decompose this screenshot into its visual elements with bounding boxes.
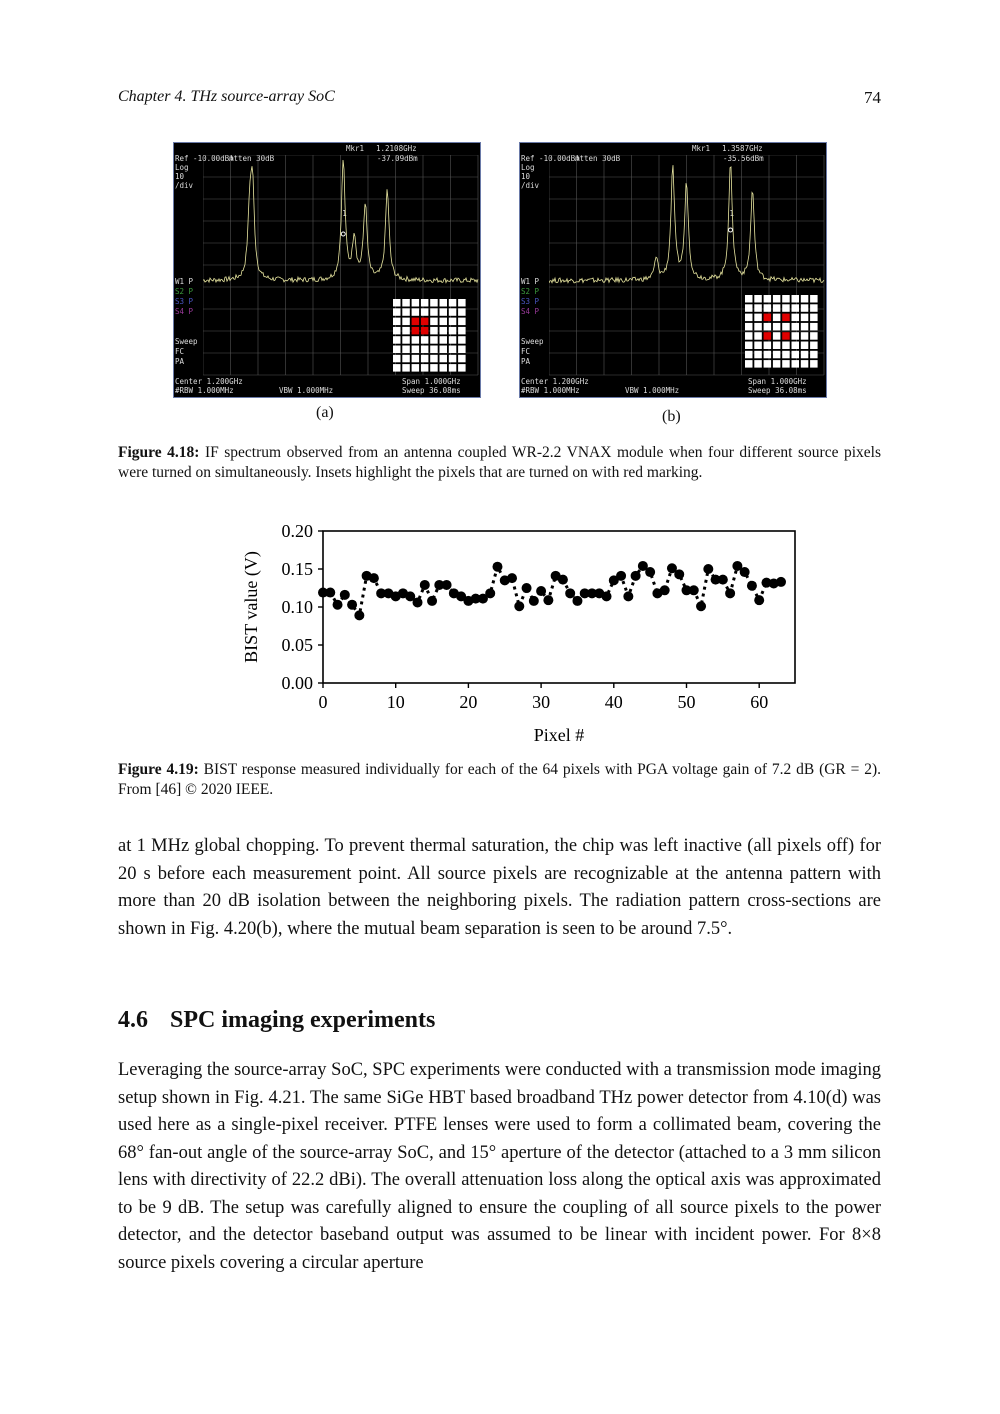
data-point [347,600,357,610]
inset-pixel-on [782,314,790,322]
paragraph-text: at 1 MHz global chopping. To prevent thermal saturation, the chip was left inactive (all pixels off) for 20 s before each measurement point. All source pixels are recognizable at the antenna pattern with more than 20 dB isolation between the neighboring pixels. The radiation pattern cross-sections are shown in Fig. 4.20(b), where the mutual beam separation is seen to be around 7.5°. [118,836,881,939]
undefined: 10 [175,172,185,181]
data-point [420,580,430,590]
inset-pixel [440,327,448,335]
sweep-time: Sweep 36.08ms [402,386,461,395]
inset-pixel [801,351,809,359]
inset-pixel [754,351,762,359]
inset-pixel [801,304,809,312]
inset-pixel [430,318,438,326]
inset-pixel [402,308,410,316]
inset-pixel [792,314,800,322]
reference-level: Ref -10.00dBm [521,154,580,163]
inset-pixel-on [421,327,429,335]
data-point [369,573,379,583]
inset-pixel [449,318,457,326]
undefined: FC [521,347,531,356]
inset-pixel [764,304,772,312]
inset-pixel [458,355,466,363]
attenuation: Atten 30dB [575,154,621,163]
inset-pixel-on [412,318,420,326]
data-point [354,610,364,620]
inset-pixel [412,346,420,354]
data-point [747,581,757,591]
marker-level: -35.56dBm [723,154,764,163]
paragraph-text: Leveraging the source-array SoC, SPC experiments were conducted with a transmission mode imaging setup shown in Fig. 4.21. The same SiGe HBT based broadband THz power detector from 4.10(d) was used here as a single-pixel receiver. PTFE lenses were used to form a collimated beam, covering the 68° fan-out angle of the source-array SoC, and 15° aperture of the detector (attached to a 3 mm silicon lens with directivity of 22.2 dBi). The overall attenuation loss along the optical axis was approximated to be 9 dB. The setup was carefully aligned to ensure the coupling of all source pixels to the power detector, and the detector baseband output was assumed to be linear with incident power. For 8×8 source pixels covering a circular aperture [118,1060,881,1273]
inset-pixel [449,336,457,344]
section-number: 4.6 [118,1007,148,1033]
inset-pixel [792,304,800,312]
inset-pixel [421,355,429,363]
inset-pixel [458,308,466,316]
inset-pixel [792,351,800,359]
marker-number: 1 [729,209,735,218]
pixel-array-inset [393,299,469,375]
inset-pixel [810,304,818,312]
inset-pixel [764,342,772,350]
chapter-title: Chapter 4. THz source-array SoC [118,88,335,105]
data-point [325,588,335,598]
inset-pixel [745,304,753,312]
inset-pixel [745,342,753,350]
undefined: FC [175,347,185,356]
inset-pixel [421,308,429,316]
section-title: SPC imaging experiments [170,1007,436,1033]
span: Span 1.000GHz [402,377,461,386]
trace-s3: S3 P [175,297,194,306]
marker-frequency: 1.3587GHz [722,144,763,153]
inset-pixel [449,346,457,354]
inset-pixel [754,323,762,331]
figure-4-18-caption [118,443,881,483]
inset-pixel [801,295,809,303]
inset-pixel [402,318,410,326]
inset-pixel [764,351,772,359]
inset-pixel [458,364,466,372]
inset-pixel [792,332,800,340]
undefined: /div [521,181,540,190]
data-point [485,588,495,598]
inset-pixel [773,351,781,359]
inset-pixel [773,342,781,350]
caption-text: BIST response measured individually for each of the 64 pixels with PGA voltage gain of 7.2 dB (GR = 2). From [46] © 2020 IEEE. [118,761,881,798]
trace-s4: S4 P [521,307,540,316]
data-point [536,586,546,596]
inset-pixel [449,299,457,307]
marker-frequency: 1.2108GHz [376,144,417,153]
undefined: Sweep [175,337,198,346]
marker-icon [341,232,345,236]
data-point [492,562,502,572]
data-point [572,596,582,606]
inset-pixel [754,295,762,303]
inset-pixel [745,314,753,322]
inset-pixel [764,295,772,303]
inset-pixel [773,295,781,303]
caption-text: IF spectrum observed from an antenna coupled WR-2.2 VNAX module when four different source pixels were turned on simultaneously. Insets highlight the pixels that are turned on with red marking. [118,444,881,481]
inset-pixel [801,323,809,331]
inset-pixel [801,342,809,350]
undefined: PA [175,357,185,366]
vbw: VBW 1.000MHz [625,386,680,395]
trace-s4: S4 P [175,307,194,316]
inset-pixel [773,323,781,331]
page-number: 74 [864,88,881,107]
inset-pixel [430,308,438,316]
rbw: #RBW 1.000MHz [175,386,234,395]
paragraph [118,1057,881,1277]
y-tick-label: 0.10 [281,597,313,617]
inset-pixel [449,327,457,335]
inset-pixel [782,304,790,312]
inset-pixel [440,299,448,307]
marker-level: -37.09dBm [377,154,418,163]
data-point [718,575,728,585]
data-point [725,588,735,598]
y-axis-label: BIST value (V) [241,551,261,663]
sweep-time: Sweep 36.08ms [748,386,807,395]
inset-pixel [745,323,753,331]
section-heading [118,1007,457,1034]
inset-pixel [393,327,401,335]
x-tick-label: 20 [459,692,478,712]
inset-pixel [810,351,818,359]
inset-pixel [764,323,772,331]
inset-pixel [440,355,448,363]
data-point [427,596,437,606]
inset-pixel [754,314,762,322]
inset-pixel [430,346,438,354]
marker-number: 1 [342,209,347,218]
inset-pixel [792,323,800,331]
inset-pixel [440,336,448,344]
inset-pixel [421,364,429,372]
inset-pixel [393,364,401,372]
inset-pixel [412,364,420,372]
inset-pixel [440,364,448,372]
inset-pixel [782,295,790,303]
data-point [703,564,713,574]
inset-pixel [458,346,466,354]
subfigure-label: (b) [662,408,681,425]
data-point [413,597,423,607]
inset-pixel [754,332,762,340]
data-point [558,575,568,585]
inset-pixel [782,351,790,359]
inset-pixel [810,342,818,350]
inset-pixel-on [412,327,420,335]
inset-pixel [412,355,420,363]
inset-pixel [773,304,781,312]
x-tick-label: 60 [750,692,769,712]
reference-level: Ref -10.00dBm [175,154,234,163]
y-tick-label: 0.20 [281,521,313,541]
undefined: /div [175,181,194,190]
data-point [565,588,575,598]
inset-pixel [402,346,410,354]
inset-pixel [458,327,466,335]
inset-pixel [810,332,818,340]
inset-pixel [430,299,438,307]
inset-pixel [810,323,818,331]
inset-pixel [421,336,429,344]
data-point [674,569,684,579]
x-tick-label: 10 [386,692,405,712]
data-point [602,591,612,601]
trace-w1: W1 P [175,277,194,286]
inset-pixel [393,355,401,363]
undefined: Sweep [521,337,544,346]
inset-pixel [449,364,457,372]
caption-label: Figure 4.18: [118,444,200,461]
trace-w1: W1 P [521,277,540,286]
paragraph [118,833,881,943]
vbw: VBW 1.000MHz [279,386,334,395]
inset-pixel [773,360,781,368]
data-point [543,595,553,605]
inset-pixel [430,364,438,372]
data-point [340,590,350,600]
center-frequency: Center 1.200GHz [521,377,589,386]
inset-pixel [449,355,457,363]
inset-pixel [393,336,401,344]
undefined: Log [175,163,189,172]
inset-pixel [393,318,401,326]
inset-pixel [402,355,410,363]
inset-pixel [810,295,818,303]
x-tick-label: 0 [318,692,328,712]
rbw: #RBW 1.000MHz [521,386,580,395]
inset-pixel [440,346,448,354]
inset-pixel-on [421,318,429,326]
data-point [514,601,524,611]
inset-pixel [801,332,809,340]
inset-pixel [773,332,781,340]
undefined: PA [521,357,531,366]
inset-pixel [745,351,753,359]
inset-pixel-on [782,332,790,340]
data-point [740,567,750,577]
inset-pixel [393,299,401,307]
inset-pixel [430,355,438,363]
trace-s2: S2 P [175,287,194,296]
data-point [529,596,539,606]
center-frequency: Center 1.200GHz [175,377,243,386]
inset-pixel [782,342,790,350]
inset-pixel [440,308,448,316]
inset-pixel-on [764,314,772,322]
caption-label: Figure 4.19: [118,761,199,778]
inset-pixel [412,299,420,307]
inset-pixel [754,342,762,350]
plot-frame [323,531,795,683]
attenuation: Atten 30dB [229,154,275,163]
running-header [118,88,881,106]
inset-pixel [773,314,781,322]
inset-pixel [402,336,410,344]
inset-pixel [745,295,753,303]
inset-pixel [458,299,466,307]
data-point [660,585,670,595]
figure-4-19-caption [118,760,881,800]
marker-label: Mkr1 [692,144,711,153]
undefined: Log [521,163,535,172]
inset-pixel [430,336,438,344]
inset-pixel [782,360,790,368]
spectrum-analyzer-screenshot-a [173,142,481,398]
y-tick-label: 0.00 [281,673,313,693]
x-axis-label: Pixel # [533,725,585,745]
trace-s2: S2 P [521,287,540,296]
span: Span 1.000GHz [748,377,807,386]
inset-pixel [393,346,401,354]
inset-pixel [810,360,818,368]
spectrum-analyzer-screenshot-b [519,142,827,398]
trace-s3: S3 P [521,297,540,306]
inset-pixel [745,360,753,368]
y-tick-label: 0.15 [281,559,313,579]
inset-pixel [782,323,790,331]
inset-pixel [402,299,410,307]
inset-pixel [792,360,800,368]
x-tick-label: 40 [604,692,623,712]
inset-pixel [792,342,800,350]
inset-pixel [421,299,429,307]
data-point [507,573,517,583]
inset-pixel [458,318,466,326]
data-point [631,571,641,581]
inset-pixel [764,360,772,368]
inset-pixel [393,308,401,316]
x-tick-label: 30 [532,692,551,712]
inset-pixel [745,332,753,340]
inset-pixel [801,360,809,368]
data-point [333,600,343,610]
x-tick-label: 50 [677,692,696,712]
marker-label: Mkr1 [346,144,365,153]
data-point [776,577,786,587]
inset-pixel [421,346,429,354]
data-point [645,567,655,577]
data-point [522,583,532,593]
inset-pixel [449,308,457,316]
marker-icon [729,228,733,232]
data-point [623,591,633,601]
inset-pixel [412,336,420,344]
data-point [696,601,706,611]
inset-pixel [402,327,410,335]
y-tick-label: 0.05 [281,635,313,655]
inset-pixel [402,364,410,372]
inset-pixel [458,336,466,344]
data-point [754,595,764,605]
pixel-array-inset [745,295,821,371]
inset-pixel [754,360,762,368]
inset-pixel [801,314,809,322]
inset-pixel [430,327,438,335]
inset-pixel [412,308,420,316]
inset-pixel [440,318,448,326]
inset-pixel [792,295,800,303]
inset-pixel-on [764,332,772,340]
data-point [616,571,626,581]
bist-chart [230,515,820,750]
data-point [442,580,452,590]
inset-pixel [810,314,818,322]
subfigure-label: (a) [316,404,334,421]
data-point [689,585,699,595]
undefined: 10 [521,172,531,181]
inset-pixel [754,304,762,312]
